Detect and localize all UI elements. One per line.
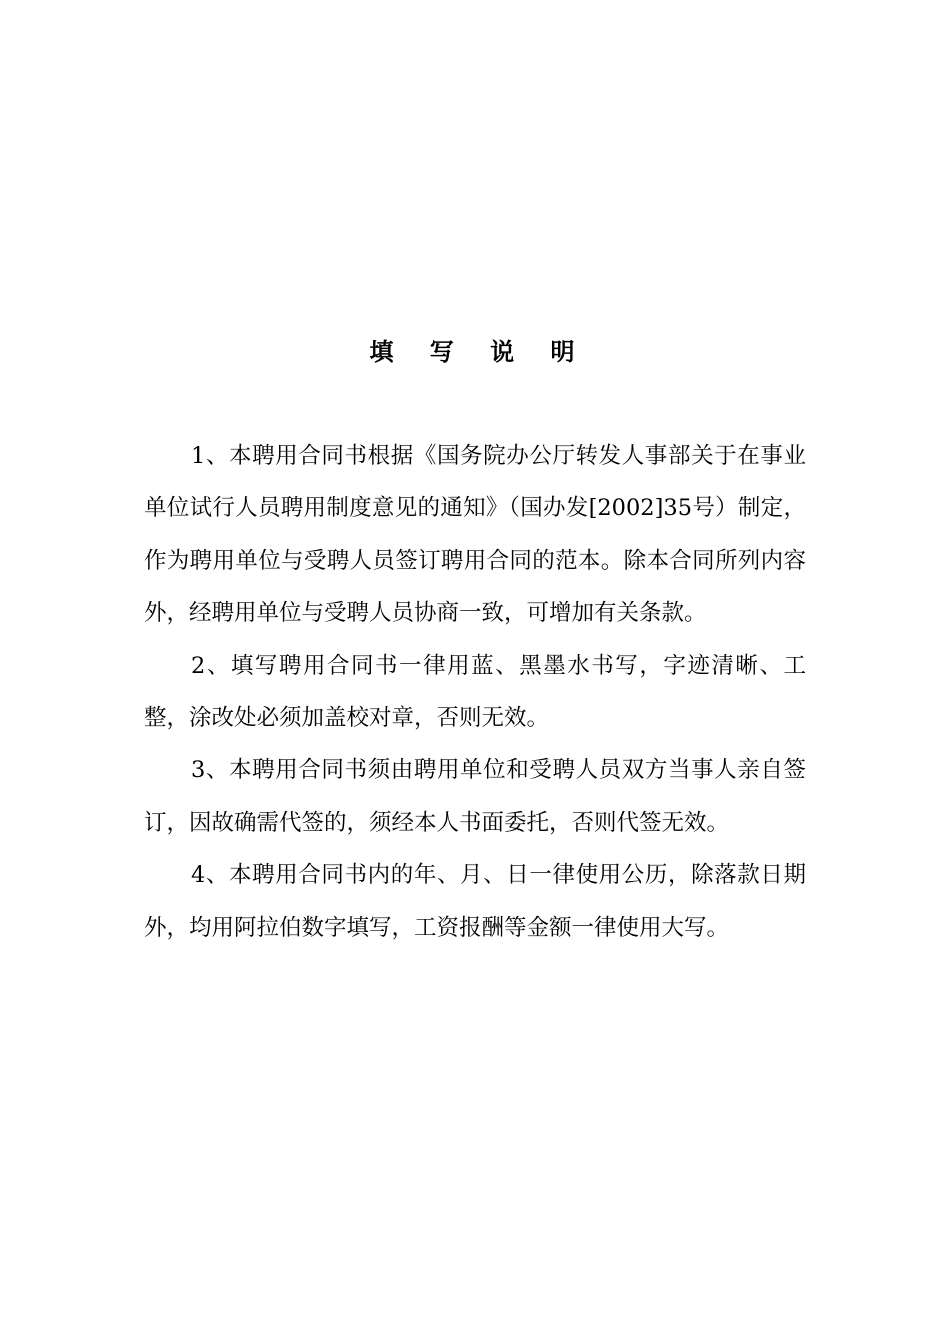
instruction-paragraph-1: 1、本聘用合同书根据《国务院办公厅转发人事部关于在事业单位试行人员聘用制度意见的通知》（国办发[2002]35号）制定，作为聘用单位与受聘人员签订聘用合同的范本。除本合同所列内容外，经聘用单位与受聘人员协商一致，可增加有关条款。 <box>144 443 806 627</box>
instructions-body <box>144 430 806 954</box>
instruction-paragraph-2: 2、填写聘用合同书一律用蓝、黑墨水书写，字迹清晰、工整，涂改处必须加盖校对章，否则无效。 <box>144 652 806 732</box>
page-title: 填 写 说 明 <box>369 338 589 366</box>
instruction-paragraph-3: 3、本聘用合同书须由聘用单位和受聘人员双方当事人亲自签订，因故确需代签的，须经本人书面委托，否则代签无效。 <box>144 757 806 836</box>
instruction-paragraph-4: 4、本聘用合同书内的年、月、日一律使用公历，除落款日期外，均用阿拉伯数字填写，工资报酬等金额一律使用大写。 <box>144 862 806 941</box>
